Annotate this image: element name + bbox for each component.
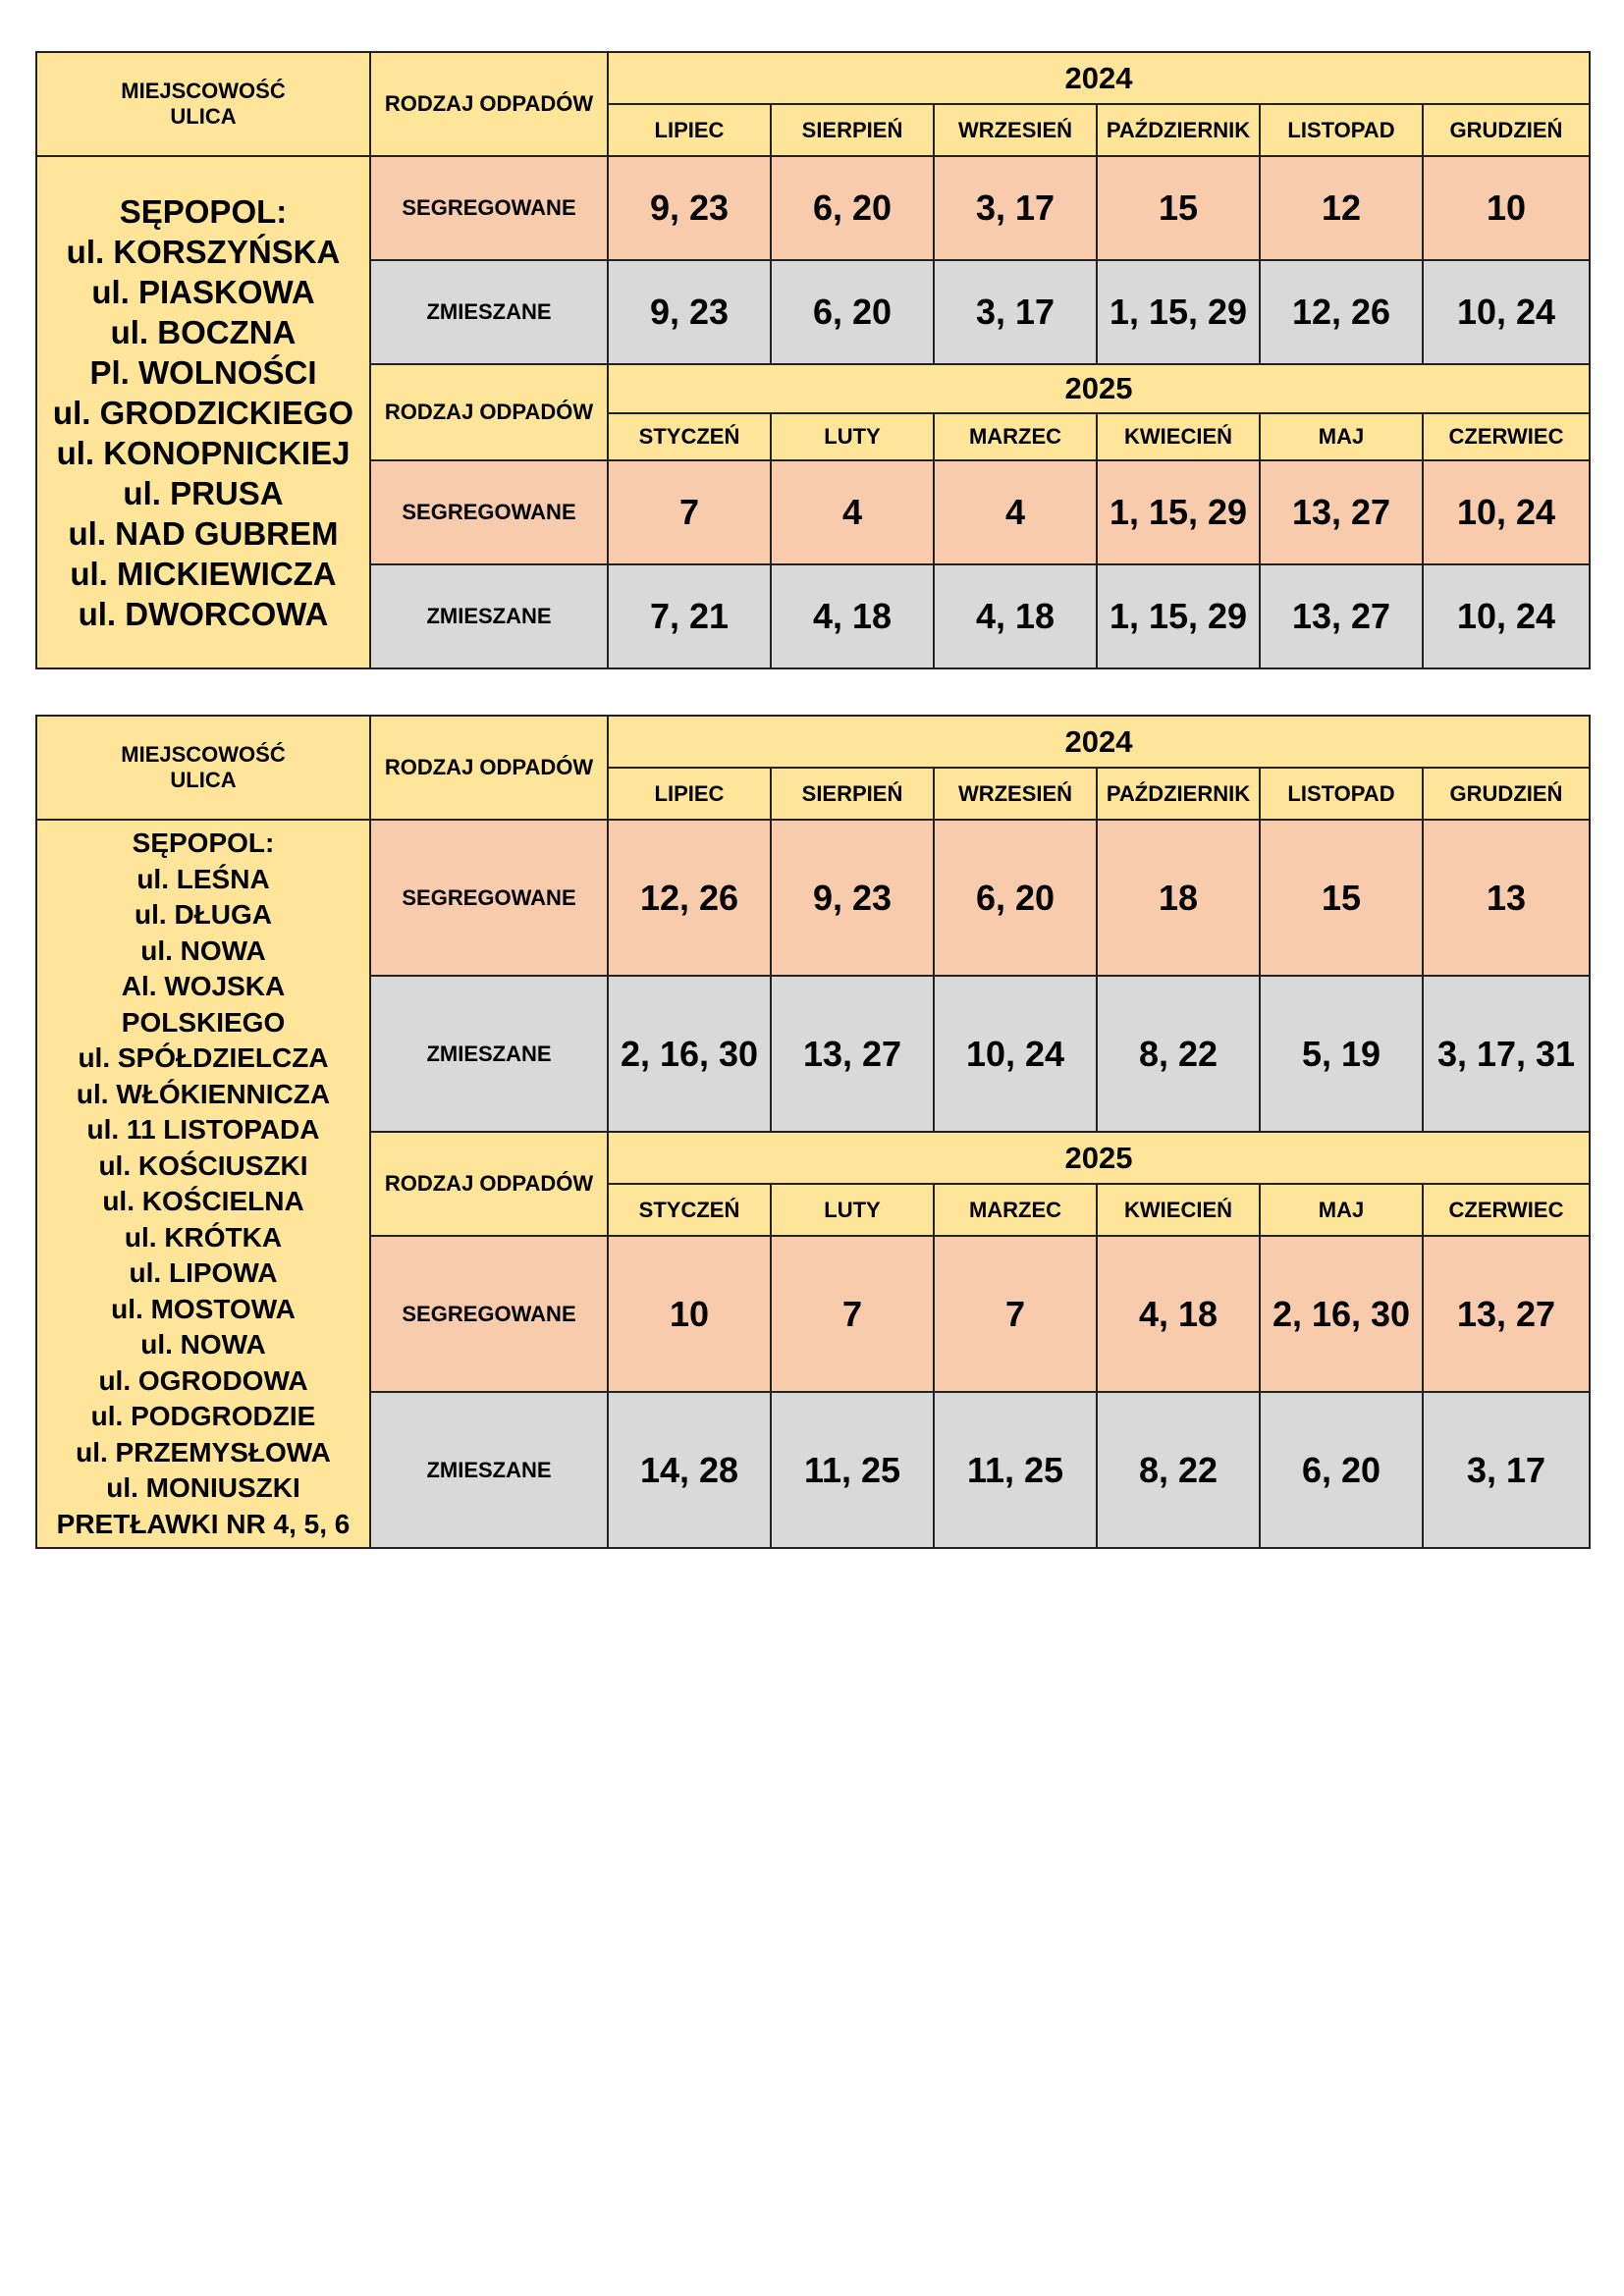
pickup-dates: 4, 18 bbox=[1097, 1236, 1260, 1392]
month-header: KWIECIEŃ bbox=[1097, 413, 1260, 460]
month-header: SIERPIEŃ bbox=[771, 104, 934, 156]
year-header: 2025 bbox=[608, 364, 1590, 413]
pickup-dates: 11, 25 bbox=[934, 1392, 1097, 1548]
pickup-dates: 3, 17, 31 bbox=[1423, 976, 1590, 1132]
pickup-dates: 9, 23 bbox=[771, 820, 934, 976]
pickup-dates: 2, 16, 30 bbox=[608, 976, 771, 1132]
pickup-dates: 10, 24 bbox=[1423, 460, 1590, 564]
month-header: LIPIEC bbox=[608, 768, 771, 820]
pickup-dates: 13, 27 bbox=[1260, 564, 1423, 668]
month-header: STYCZEŃ bbox=[608, 413, 771, 460]
month-header: PAŹDZIERNIK bbox=[1097, 104, 1260, 156]
pickup-dates: 7, 21 bbox=[608, 564, 771, 668]
month-header: LUTY bbox=[771, 1184, 934, 1236]
pickup-dates: 4 bbox=[934, 460, 1097, 564]
location-line: ul. MONIUSZKI bbox=[106, 1472, 300, 1503]
pickup-dates: 10, 24 bbox=[1423, 564, 1590, 668]
waste-type-label: SEGREGOWANE bbox=[370, 156, 608, 260]
location-line: PRETŁAWKI NR 4, 5, 6 bbox=[56, 1508, 351, 1539]
location-line: ul. DŁUGA bbox=[135, 899, 272, 930]
pickup-dates: 1, 15, 29 bbox=[1097, 260, 1260, 364]
location-line: ul. KOŚCIUSZKI bbox=[98, 1149, 308, 1181]
pickup-dates: 14, 28 bbox=[608, 1392, 771, 1548]
pickup-dates: 15 bbox=[1260, 820, 1423, 976]
location-line: ul. GRODZICKIEGO bbox=[52, 394, 354, 431]
pickup-dates: 5, 19 bbox=[1260, 976, 1423, 1132]
location-line: ul. MICKIEWICZA bbox=[70, 555, 337, 592]
waste-type-label: SEGREGOWANE bbox=[370, 820, 608, 976]
pickup-dates: 7 bbox=[608, 460, 771, 564]
location-line: ul. BOCZNA bbox=[110, 313, 297, 350]
location-line: ul. PIASKOWA bbox=[91, 273, 315, 310]
month-header: CZERWIEC bbox=[1423, 1184, 1590, 1236]
location-header-line: ULICA bbox=[170, 104, 237, 129]
month-header: KWIECIEŃ bbox=[1097, 1184, 1260, 1236]
pickup-dates: 8, 22 bbox=[1097, 1392, 1260, 1548]
month-header: WRZESIEŃ bbox=[934, 104, 1097, 156]
pickup-dates: 7 bbox=[771, 1236, 934, 1392]
pickup-dates: 4 bbox=[771, 460, 934, 564]
location-line: ul. PODGRODZIE bbox=[90, 1401, 316, 1431]
pickup-dates: 12, 26 bbox=[1260, 260, 1423, 364]
pickup-dates: 12 bbox=[1260, 156, 1423, 260]
waste-type-label: ZMIESZANE bbox=[370, 260, 608, 364]
pickup-dates: 3, 17 bbox=[934, 260, 1097, 364]
location-line: ul. KORSZYŃSKA bbox=[66, 233, 341, 270]
location-line: ul. PRUSA bbox=[123, 474, 284, 511]
location-line: ul. 11 LISTOPADA bbox=[86, 1114, 320, 1145]
pickup-dates: 9, 23 bbox=[608, 156, 771, 260]
waste-type-header: RODZAJ ODPADÓW bbox=[370, 52, 608, 156]
month-header: WRZESIEŃ bbox=[934, 768, 1097, 820]
month-header: LISTOPAD bbox=[1260, 768, 1423, 820]
location-line: ul. LEŚNA bbox=[136, 863, 270, 894]
pickup-dates: 3, 17 bbox=[934, 156, 1097, 260]
month-header: LIPIEC bbox=[608, 104, 771, 156]
pickup-dates: 10 bbox=[608, 1236, 771, 1392]
location-line: ul. MOSTOWA bbox=[111, 1293, 296, 1324]
pickup-dates: 3, 17 bbox=[1423, 1392, 1590, 1548]
pickup-dates: 7 bbox=[934, 1236, 1097, 1392]
waste-type-label: ZMIESZANE bbox=[370, 976, 608, 1132]
pickup-dates: 1, 15, 29 bbox=[1097, 564, 1260, 668]
year-header: 2024 bbox=[608, 52, 1590, 104]
location-header-line: MIEJSCOWOŚĆ bbox=[121, 742, 286, 767]
pickup-dates: 4, 18 bbox=[934, 564, 1097, 668]
location-cell bbox=[36, 820, 370, 1548]
pickup-dates: 11, 25 bbox=[771, 1392, 934, 1548]
schedule-table-1 bbox=[35, 51, 1591, 669]
location-line: Pl. WOLNOŚCI bbox=[89, 353, 317, 391]
month-header: MARZEC bbox=[934, 413, 1097, 460]
waste-type-label: SEGREGOWANE bbox=[370, 1236, 608, 1392]
waste-type-label: ZMIESZANE bbox=[370, 1392, 608, 1548]
year-header: 2025 bbox=[608, 1132, 1590, 1184]
month-header: STYCZEŃ bbox=[608, 1184, 771, 1236]
pickup-dates: 13 bbox=[1423, 820, 1590, 976]
location-header-line: ULICA bbox=[170, 768, 237, 792]
location-line: ul. KONOPNICKIEJ bbox=[56, 434, 351, 471]
month-header: LUTY bbox=[771, 413, 934, 460]
month-header: MAJ bbox=[1260, 413, 1423, 460]
location-line: Al. WOJSKA bbox=[121, 971, 286, 1001]
waste-type-header: RODZAJ ODPADÓW bbox=[370, 364, 608, 460]
pickup-dates: 6, 20 bbox=[934, 820, 1097, 976]
schedule-table-2 bbox=[35, 715, 1591, 1549]
pickup-dates: 2, 16, 30 bbox=[1260, 1236, 1423, 1392]
pickup-dates: 13, 27 bbox=[771, 976, 934, 1132]
location-line: ul. WŁÓKIENNICZA bbox=[76, 1078, 331, 1109]
pickup-dates: 13, 27 bbox=[1423, 1236, 1590, 1392]
location-header bbox=[36, 52, 370, 156]
location-line: SĘPOPOL: bbox=[119, 192, 288, 230]
location-line: SĘPOPOL: bbox=[132, 828, 275, 858]
pickup-dates: 6, 20 bbox=[771, 156, 934, 260]
pickup-dates: 1, 15, 29 bbox=[1097, 460, 1260, 564]
location-line: ul. KRÓTKA bbox=[124, 1221, 283, 1253]
month-header: GRUDZIEŃ bbox=[1423, 104, 1590, 156]
pickup-dates: 6, 20 bbox=[771, 260, 934, 364]
location-header-line: MIEJSCOWOŚĆ bbox=[121, 79, 286, 103]
pickup-dates: 8, 22 bbox=[1097, 976, 1260, 1132]
pickup-dates: 6, 20 bbox=[1260, 1392, 1423, 1548]
location-line: ul. OGRODOWA bbox=[98, 1364, 308, 1396]
location-line: ul. PRZEMYSŁOWA bbox=[76, 1436, 331, 1468]
waste-type-label: SEGREGOWANE bbox=[370, 460, 608, 564]
waste-type-header: RODZAJ ODPADÓW bbox=[370, 716, 608, 820]
location-line: POLSKIEGO bbox=[121, 1006, 286, 1038]
pickup-dates: 12, 26 bbox=[608, 820, 771, 976]
year-header: 2024 bbox=[608, 716, 1590, 768]
month-header: CZERWIEC bbox=[1423, 413, 1590, 460]
waste-type-label: ZMIESZANE bbox=[370, 564, 608, 668]
location-line: ul. KOŚCIELNA bbox=[102, 1186, 304, 1216]
location-line: ul. LIPOWA bbox=[129, 1257, 278, 1288]
pickup-dates: 18 bbox=[1097, 820, 1260, 976]
waste-type-header: RODZAJ ODPADÓW bbox=[370, 1132, 608, 1236]
location-line: ul. NOWA bbox=[140, 934, 266, 966]
pickup-dates: 10, 24 bbox=[1423, 260, 1590, 364]
location-cell bbox=[36, 156, 370, 668]
pickup-dates: 10, 24 bbox=[934, 976, 1097, 1132]
pickup-dates: 4, 18 bbox=[771, 564, 934, 668]
pickup-dates: 13, 27 bbox=[1260, 460, 1423, 564]
month-header: MAJ bbox=[1260, 1184, 1423, 1236]
month-header: PAŹDZIERNIK bbox=[1097, 768, 1260, 820]
pickup-dates: 9, 23 bbox=[608, 260, 771, 364]
pickup-dates: 15 bbox=[1097, 156, 1260, 260]
location-line: ul. NAD GUBREM bbox=[68, 514, 339, 552]
location-line: ul. NOWA bbox=[140, 1329, 266, 1360]
location-header bbox=[36, 716, 370, 820]
location-line: ul. DWORCOWA bbox=[78, 595, 329, 632]
month-header: LISTOPAD bbox=[1260, 104, 1423, 156]
month-header: SIERPIEŃ bbox=[771, 768, 934, 820]
location-line: ul. SPÓŁDZIELCZA bbox=[78, 1042, 329, 1073]
pickup-dates: 10 bbox=[1423, 156, 1590, 260]
month-header: MARZEC bbox=[934, 1184, 1097, 1236]
month-header: GRUDZIEŃ bbox=[1423, 768, 1590, 820]
